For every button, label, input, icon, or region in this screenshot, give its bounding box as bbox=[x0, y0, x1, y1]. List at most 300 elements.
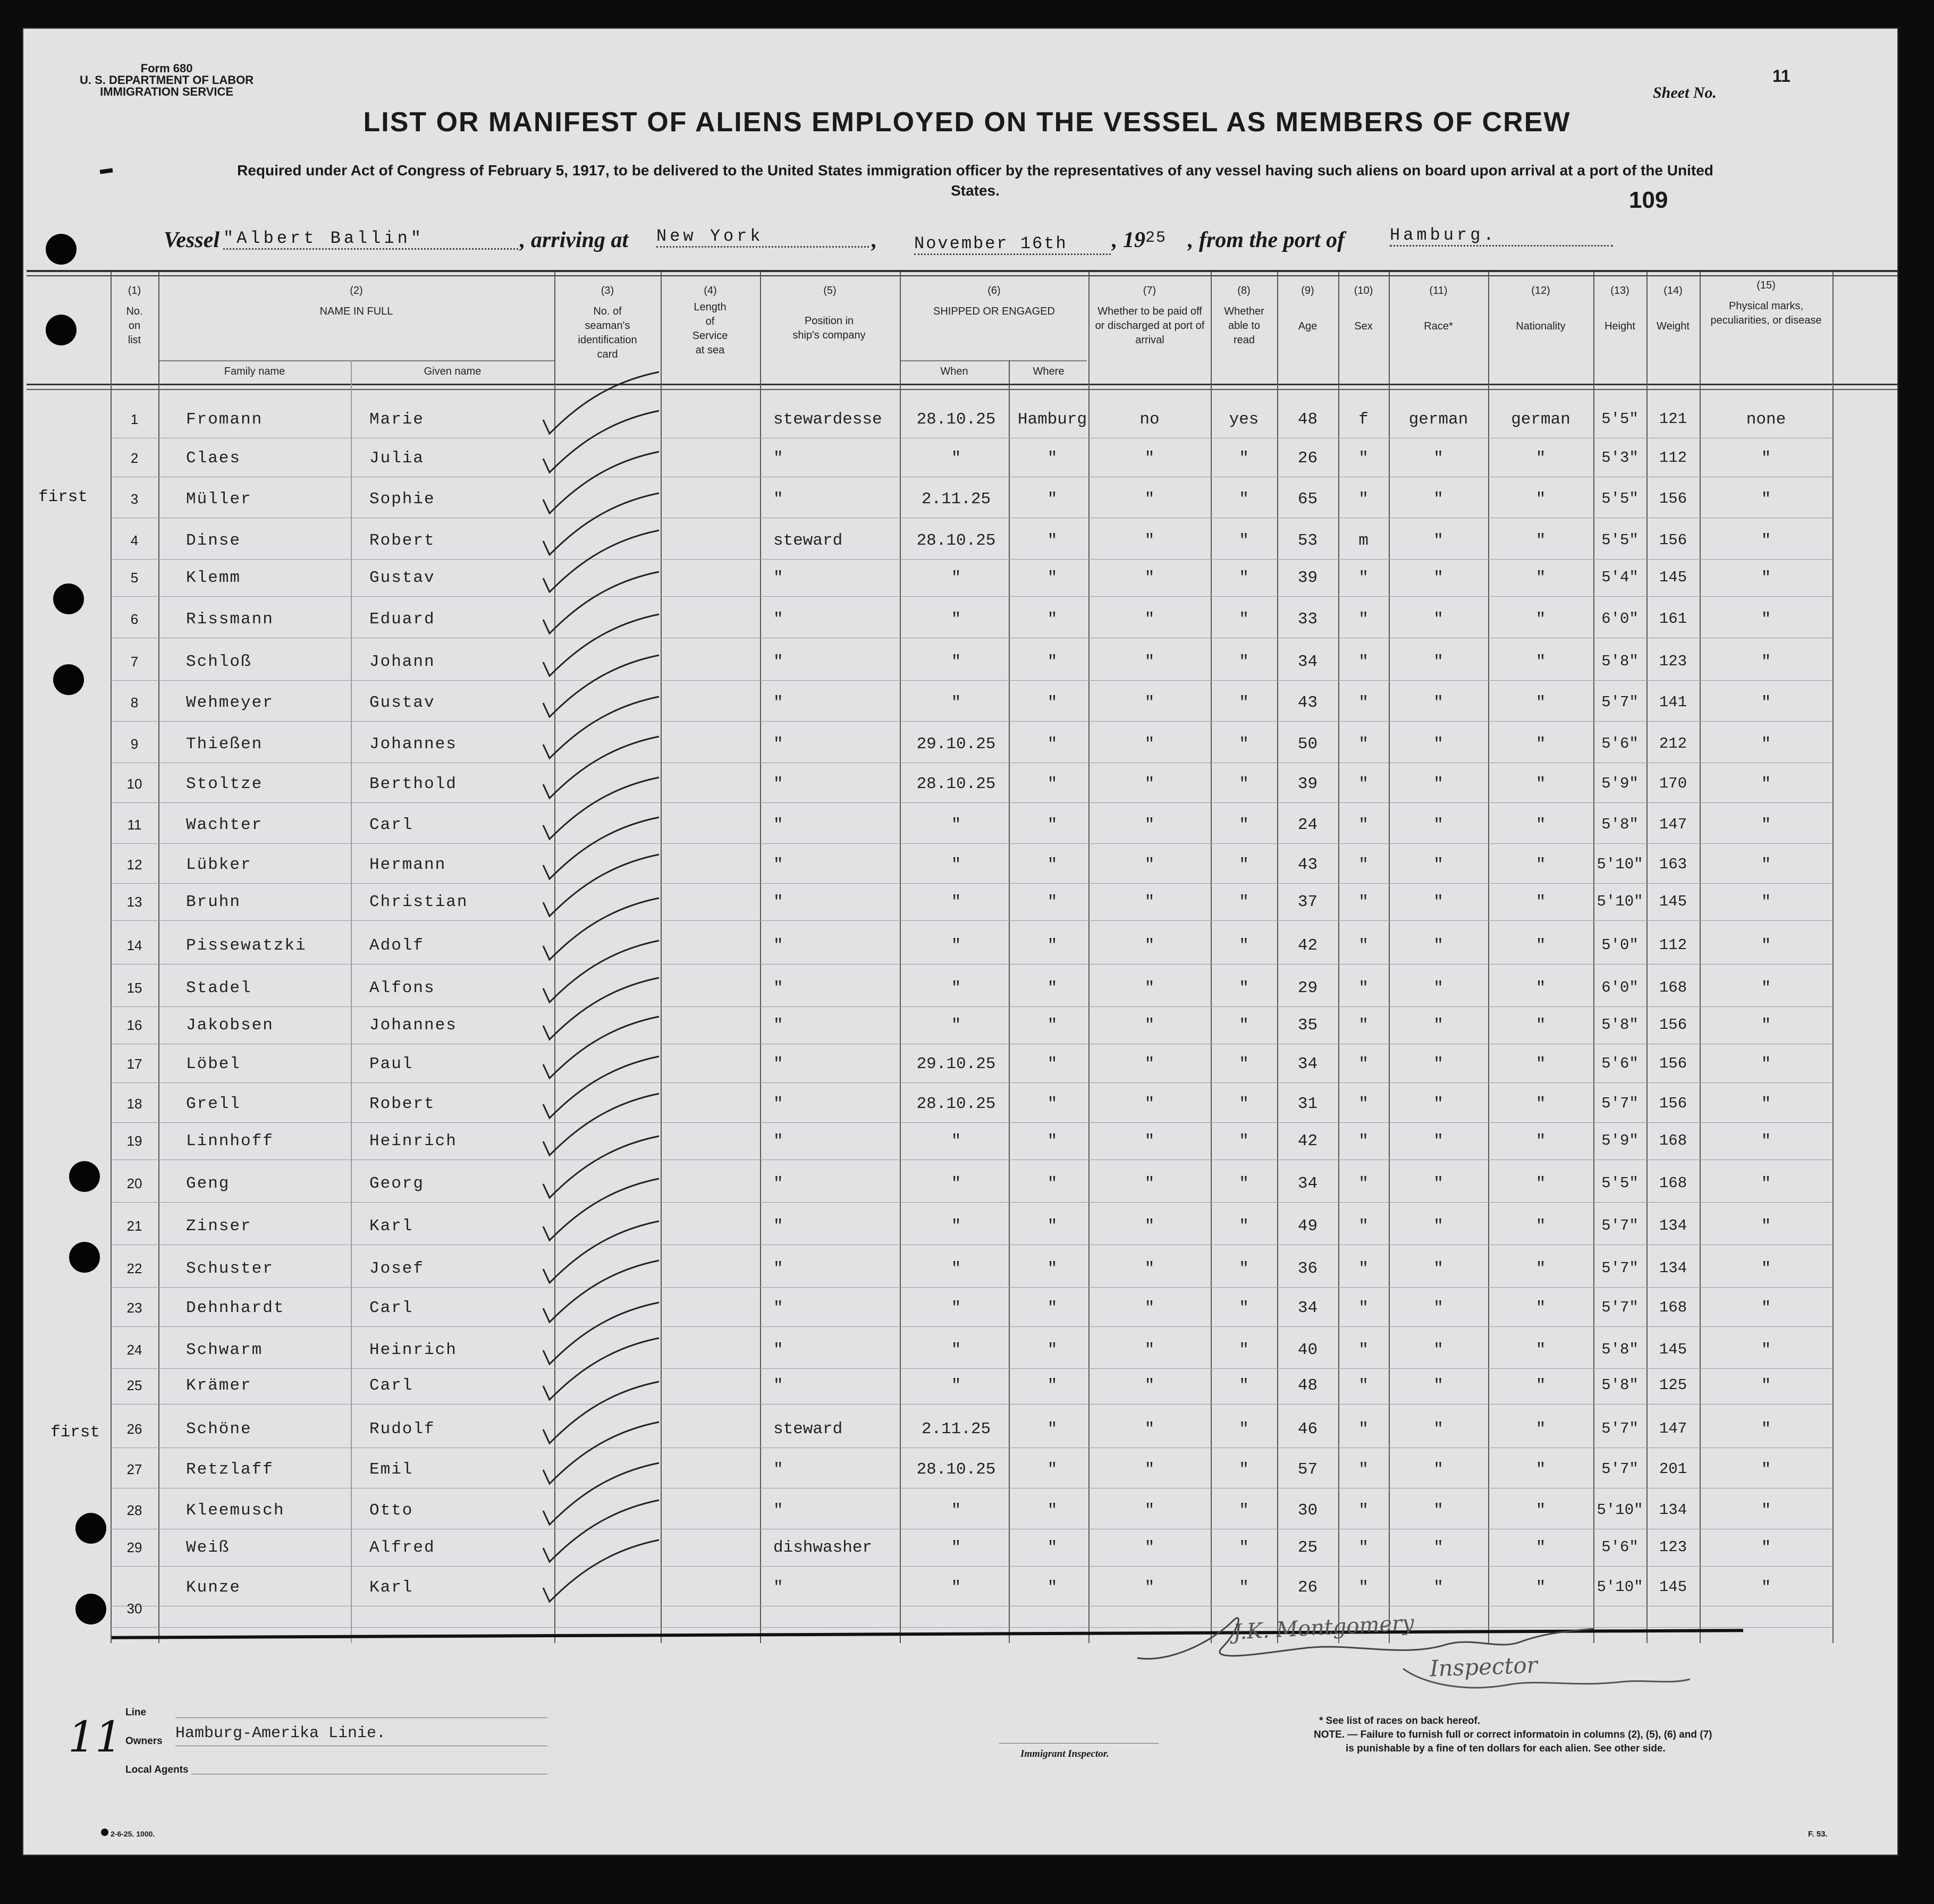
race-cell: " bbox=[1433, 1016, 1443, 1035]
header-given-name: Given name bbox=[424, 366, 482, 377]
nationality-cell: " bbox=[1535, 893, 1546, 911]
race-cell: " bbox=[1433, 610, 1443, 629]
shipped-where-cell: " bbox=[1047, 1259, 1058, 1278]
row-number: 20 bbox=[126, 1175, 142, 1191]
family-name-cell: Schloß bbox=[186, 653, 252, 671]
shipped-when-cell: " bbox=[951, 936, 961, 955]
nationality-cell: " bbox=[1535, 1095, 1546, 1113]
height-cell: 5'5" bbox=[1601, 531, 1639, 549]
position-cell: " bbox=[773, 1259, 783, 1278]
sex-cell: " bbox=[1358, 1420, 1369, 1438]
sheet-number: 11 bbox=[1772, 66, 1791, 86]
able-to-read-cell: " bbox=[1239, 1217, 1249, 1236]
weight-cell: 163 bbox=[1659, 856, 1687, 873]
sex-cell: " bbox=[1358, 1299, 1369, 1317]
family-name-cell: Lübker bbox=[186, 856, 252, 874]
check-icon bbox=[543, 898, 659, 960]
sex-cell: " bbox=[1358, 1376, 1369, 1395]
signature-name: J.K. Montgomery bbox=[1232, 1611, 1415, 1645]
height-cell: 5'7" bbox=[1601, 1095, 1639, 1112]
position-cell: " bbox=[773, 1341, 783, 1359]
able-to-read-cell: " bbox=[1239, 531, 1249, 550]
header-age: (9) Age bbox=[1298, 285, 1318, 332]
row-number: 8 bbox=[130, 695, 139, 710]
shipped-when-cell: 2.11.25 bbox=[921, 1420, 991, 1438]
shipped-when-cell: " bbox=[951, 1538, 961, 1557]
shipped-where-cell: " bbox=[1047, 893, 1058, 911]
weight-cell: 212 bbox=[1659, 735, 1687, 752]
vessel-name: "Albert Ballin" bbox=[223, 229, 518, 250]
age-cell: 50 bbox=[1297, 735, 1318, 754]
position-cell: steward bbox=[773, 1420, 843, 1438]
weight-cell: 145 bbox=[1659, 569, 1687, 586]
family-name-cell: Schuster bbox=[186, 1259, 274, 1278]
sex-cell: " bbox=[1358, 610, 1369, 629]
shipped-when-cell: " bbox=[951, 979, 961, 997]
row-number: 17 bbox=[126, 1056, 142, 1072]
arriving-label: , arriving at bbox=[520, 228, 629, 252]
margin-note-first: first bbox=[38, 488, 88, 506]
given-name-cell: Marie bbox=[369, 410, 425, 429]
paid-off-cell: " bbox=[1144, 816, 1155, 834]
row-number: 27 bbox=[126, 1461, 142, 1477]
department-name: U. S. DEPARTMENT OF LABOR bbox=[80, 73, 254, 87]
height-cell: 5'10" bbox=[1597, 1501, 1643, 1519]
height-cell: 5'4" bbox=[1601, 569, 1639, 586]
position-cell: " bbox=[773, 653, 783, 671]
physical-marks-cell: " bbox=[1761, 1016, 1771, 1035]
height-cell: 5'8" bbox=[1601, 1341, 1639, 1358]
position-cell: " bbox=[773, 693, 783, 712]
physical-marks-cell: " bbox=[1761, 735, 1771, 754]
shipped-when-cell: " bbox=[951, 1259, 961, 1278]
height-cell: 5'6" bbox=[1601, 1538, 1639, 1556]
able-to-read-cell: " bbox=[1239, 735, 1249, 754]
age-cell: 34 bbox=[1297, 1299, 1318, 1317]
check-icon bbox=[543, 372, 659, 434]
inspector-signature bbox=[1127, 1600, 1711, 1706]
header-weight: (14) Weight bbox=[1657, 285, 1690, 332]
height-cell: 5'7" bbox=[1601, 1460, 1639, 1478]
header-sex: (10) Sex bbox=[1354, 285, 1373, 332]
row-number: 6 bbox=[130, 611, 139, 627]
inspector-underline bbox=[999, 1743, 1159, 1744]
race-cell: " bbox=[1433, 569, 1443, 587]
owners-value: Hamburg-Amerika Linie. bbox=[175, 1724, 386, 1742]
paid-off-cell: " bbox=[1144, 893, 1155, 911]
position-cell: " bbox=[773, 1376, 783, 1395]
height-cell: 5'6" bbox=[1601, 1055, 1639, 1072]
race-cell: " bbox=[1433, 856, 1443, 874]
race-cell: " bbox=[1433, 1420, 1443, 1438]
height-cell: 5'7" bbox=[1601, 1420, 1639, 1437]
sex-cell: " bbox=[1358, 936, 1369, 955]
position-cell: stewardesse bbox=[773, 410, 882, 429]
weight-cell: 145 bbox=[1659, 893, 1687, 910]
row-number: 18 bbox=[126, 1096, 142, 1112]
nationality-cell: " bbox=[1535, 1420, 1546, 1438]
family-name-cell: Müller bbox=[186, 490, 252, 509]
row-number: 22 bbox=[126, 1260, 142, 1276]
able-to-read-cell: " bbox=[1239, 1132, 1249, 1150]
given-name-cell: Berthold bbox=[369, 775, 457, 793]
year-label: , $19^{25}$ bbox=[1112, 228, 1167, 252]
row-number: 30 bbox=[126, 1601, 142, 1617]
header-height: (13) Height bbox=[1604, 285, 1635, 332]
able-to-read-cell: " bbox=[1239, 816, 1249, 834]
able-to-read-cell: " bbox=[1239, 490, 1249, 509]
physical-marks-cell: " bbox=[1761, 1501, 1771, 1520]
row-number: 12 bbox=[126, 857, 142, 873]
able-to-read-cell: " bbox=[1239, 979, 1249, 997]
row-number: 7 bbox=[130, 654, 139, 670]
shipped-where-cell: " bbox=[1047, 816, 1058, 834]
family-name-cell: Wehmeyer bbox=[186, 693, 274, 712]
age-cell: 53 bbox=[1297, 531, 1318, 550]
race-cell: " bbox=[1433, 693, 1443, 712]
check-icon bbox=[543, 1540, 659, 1602]
header-no-on-list: (1) No. on list bbox=[126, 285, 143, 346]
sex-cell: m bbox=[1358, 531, 1369, 550]
race-cell: " bbox=[1433, 490, 1443, 509]
sex-cell: " bbox=[1358, 1501, 1369, 1520]
shipped-when-cell: 28.10.25 bbox=[916, 775, 996, 793]
shipped-where-cell: " bbox=[1047, 1016, 1058, 1035]
paid-off-cell: " bbox=[1144, 979, 1155, 997]
age-cell: 48 bbox=[1297, 410, 1318, 429]
age-cell: 42 bbox=[1297, 936, 1318, 955]
requirement-text: Required under Act of Congress of February 5, 1917, to be delivered to the United States immigration officer by the representatives of any vessel having such aliens on board upon arrival at a port of the United States. bbox=[237, 162, 1713, 199]
height-cell: 5'9" bbox=[1601, 775, 1639, 792]
paid-off-cell: " bbox=[1144, 449, 1155, 468]
position-cell: " bbox=[773, 1174, 783, 1193]
able-to-read-cell: " bbox=[1239, 775, 1249, 793]
penalty-note-1: NOTE. — Failure to furnish full or correct informatoin in columns (2), (5), (6) and (7) bbox=[1314, 1729, 1712, 1740]
year-prefix: 19 bbox=[1123, 228, 1145, 252]
row-number: 11 bbox=[127, 817, 142, 833]
sex-cell: " bbox=[1358, 1578, 1369, 1597]
race-cell: " bbox=[1433, 1055, 1443, 1073]
age-cell: 49 bbox=[1297, 1217, 1318, 1236]
row-number: 13 bbox=[126, 894, 142, 910]
age-cell: 57 bbox=[1297, 1460, 1318, 1479]
race-cell: " bbox=[1433, 1578, 1443, 1597]
position-cell: dishwasher bbox=[773, 1538, 873, 1557]
nationality-cell: " bbox=[1535, 653, 1546, 671]
nationality-cell: " bbox=[1535, 775, 1546, 793]
paid-off-cell: " bbox=[1144, 693, 1155, 712]
position-cell: " bbox=[773, 1299, 783, 1317]
sex-cell: " bbox=[1358, 1174, 1369, 1193]
able-to-read-cell: " bbox=[1239, 1174, 1249, 1193]
weight-cell: 168 bbox=[1659, 979, 1687, 996]
position-cell: " bbox=[773, 1578, 783, 1597]
nationality-cell: " bbox=[1535, 1501, 1546, 1520]
from-port: Hamburg. bbox=[1390, 225, 1613, 247]
margin-note-first: first bbox=[50, 1423, 100, 1442]
height-cell: 6'0" bbox=[1601, 979, 1639, 996]
row-number: 19 bbox=[126, 1133, 142, 1149]
nationality-cell: " bbox=[1535, 816, 1546, 834]
race-cell: " bbox=[1433, 1132, 1443, 1150]
weight-cell: 141 bbox=[1659, 693, 1687, 711]
given-name-cell: Heinrich bbox=[369, 1341, 457, 1359]
height-cell: 5'5" bbox=[1601, 410, 1639, 428]
able-to-read-cell: " bbox=[1239, 1376, 1249, 1395]
shipped-where-cell: " bbox=[1047, 693, 1058, 712]
given-name-cell: Carl bbox=[369, 1299, 413, 1317]
physical-marks-cell: " bbox=[1761, 1259, 1771, 1278]
race-cell: " bbox=[1433, 1538, 1443, 1557]
weight-cell: 134 bbox=[1659, 1501, 1687, 1519]
paid-off-cell: " bbox=[1144, 735, 1155, 754]
nationality-cell: " bbox=[1535, 531, 1546, 550]
able-to-read-cell: " bbox=[1239, 1016, 1249, 1035]
race-cell: " bbox=[1433, 1299, 1443, 1317]
nationality-cell: " bbox=[1535, 1460, 1546, 1479]
position-cell: steward bbox=[773, 531, 843, 550]
row-number: 9 bbox=[130, 736, 139, 752]
given-name-cell: Johann bbox=[369, 653, 435, 671]
height-cell: 5'3" bbox=[1601, 449, 1639, 467]
shipped-where-cell: " bbox=[1047, 1578, 1058, 1597]
age-cell: 25 bbox=[1297, 1538, 1318, 1557]
physical-marks-cell: " bbox=[1761, 1217, 1771, 1236]
physical-marks-cell: " bbox=[1761, 569, 1771, 587]
document-title: LIST OR MANIFEST OF ALIENS EMPLOYED ON THE VESSEL AS MEMBERS OF CREW bbox=[363, 107, 1571, 138]
given-name-cell: Robert bbox=[369, 1095, 435, 1113]
age-cell: 35 bbox=[1297, 1016, 1318, 1035]
header-where: Where bbox=[1033, 366, 1065, 377]
physical-marks-cell: " bbox=[1761, 653, 1771, 671]
row-number: 26 bbox=[126, 1421, 142, 1437]
able-to-read-cell: " bbox=[1239, 569, 1249, 587]
weight-cell: 201 bbox=[1659, 1460, 1687, 1478]
family-name-cell: Löbel bbox=[186, 1055, 241, 1073]
age-cell: 48 bbox=[1297, 1376, 1318, 1395]
weight-cell: 168 bbox=[1659, 1174, 1687, 1192]
form-number: Form 680 bbox=[140, 62, 193, 75]
row-number: 24 bbox=[126, 1342, 142, 1358]
weight-cell: 156 bbox=[1659, 531, 1687, 549]
able-to-read-cell: " bbox=[1239, 1259, 1249, 1278]
shipped-when-cell: 2.11.25 bbox=[921, 490, 991, 509]
signature-title: Inspector bbox=[1429, 1652, 1538, 1682]
family-name-cell: Pissewatzki bbox=[186, 936, 307, 955]
check-icon bbox=[543, 1094, 659, 1155]
from-port-label: , from the port of bbox=[1188, 228, 1345, 252]
race-cell: " bbox=[1433, 1376, 1443, 1395]
family-name-cell: Grell bbox=[186, 1095, 241, 1113]
able-to-read-cell: " bbox=[1239, 653, 1249, 671]
physical-marks-cell: " bbox=[1761, 449, 1771, 468]
given-name-cell: Josef bbox=[369, 1259, 425, 1278]
given-name-cell: Carl bbox=[369, 1376, 413, 1395]
family-name-cell: Schöne bbox=[186, 1420, 252, 1438]
family-name-cell: Dinse bbox=[186, 531, 241, 550]
sex-cell: " bbox=[1358, 1132, 1369, 1150]
line-label: Line bbox=[125, 1707, 147, 1718]
check-icon bbox=[543, 411, 659, 472]
race-cell: " bbox=[1433, 653, 1443, 671]
given-name-cell: Johannes bbox=[369, 735, 457, 754]
able-to-read-cell: " bbox=[1239, 1460, 1249, 1479]
paid-off-cell: " bbox=[1144, 653, 1155, 671]
paid-off-cell: " bbox=[1144, 1132, 1155, 1150]
physical-marks-cell: " bbox=[1761, 979, 1771, 997]
position-cell: " bbox=[773, 1016, 783, 1035]
shipped-where-cell: " bbox=[1047, 449, 1058, 468]
print-bullet-icon bbox=[101, 1829, 108, 1836]
header-family-name: Family name bbox=[224, 366, 285, 377]
given-name-cell: Adolf bbox=[369, 936, 425, 955]
physical-marks-cell: none bbox=[1746, 410, 1786, 429]
age-cell: 39 bbox=[1297, 569, 1318, 587]
height-cell: 5'5" bbox=[1601, 1174, 1639, 1192]
height-cell: 5'10" bbox=[1597, 893, 1643, 910]
age-cell: 46 bbox=[1297, 1420, 1318, 1438]
family-name-cell: Zinser bbox=[186, 1217, 252, 1236]
height-cell: 5'5" bbox=[1601, 490, 1639, 507]
weight-cell: 156 bbox=[1659, 490, 1687, 507]
row-number: 1 bbox=[130, 411, 139, 427]
paid-off-cell: " bbox=[1144, 936, 1155, 955]
position-cell: " bbox=[773, 1460, 783, 1479]
shipped-when-cell: " bbox=[951, 816, 961, 834]
given-name-cell: Emil bbox=[369, 1460, 413, 1479]
height-cell: 6'0" bbox=[1601, 610, 1639, 628]
family-name-cell: Claes bbox=[186, 449, 241, 468]
nationality-cell: " bbox=[1535, 735, 1546, 754]
height-cell: 5'10" bbox=[1597, 1578, 1643, 1596]
physical-marks-cell: " bbox=[1761, 1538, 1771, 1557]
paid-off-cell: " bbox=[1144, 1341, 1155, 1359]
age-cell: 26 bbox=[1297, 1578, 1318, 1597]
shipped-when-cell: " bbox=[951, 1299, 961, 1317]
able-to-read-cell: " bbox=[1239, 693, 1249, 712]
shipped-when-cell: 29.10.25 bbox=[916, 1055, 996, 1073]
nationality-cell: " bbox=[1535, 1538, 1546, 1557]
shipped-when-cell: " bbox=[951, 1217, 961, 1236]
able-to-read-cell: " bbox=[1239, 1578, 1249, 1597]
position-cell: " bbox=[773, 1095, 783, 1113]
given-name-cell: Heinrich bbox=[369, 1132, 457, 1150]
check-icon bbox=[543, 978, 659, 1039]
paid-off-cell: " bbox=[1144, 531, 1155, 550]
position-cell: " bbox=[773, 936, 783, 955]
shipped-when-cell: 28.10.25 bbox=[916, 410, 996, 429]
age-cell: 34 bbox=[1297, 1055, 1318, 1073]
weight-cell: 112 bbox=[1659, 936, 1687, 954]
height-cell: 5'8" bbox=[1601, 816, 1639, 833]
physical-marks-cell: " bbox=[1761, 610, 1771, 629]
shipped-when-cell: " bbox=[951, 610, 961, 629]
shipped-where-cell: " bbox=[1047, 1095, 1058, 1113]
shipped-where-cell: " bbox=[1047, 735, 1058, 754]
age-cell: 34 bbox=[1297, 653, 1318, 671]
weight-cell: 156 bbox=[1659, 1095, 1687, 1112]
paid-off-cell: " bbox=[1144, 1501, 1155, 1520]
year-suffix: 25 bbox=[1145, 229, 1167, 247]
given-name-cell: Julia bbox=[369, 449, 425, 468]
row-number: 10 bbox=[126, 776, 142, 792]
sex-cell: f bbox=[1358, 410, 1369, 429]
paid-off-cell: " bbox=[1144, 1578, 1155, 1597]
paid-off-cell: " bbox=[1144, 1538, 1155, 1557]
position-cell: " bbox=[773, 775, 783, 793]
sex-cell: " bbox=[1358, 979, 1369, 997]
family-name-cell: Rissmann bbox=[186, 610, 274, 629]
position-cell: " bbox=[773, 449, 783, 468]
age-cell: 30 bbox=[1297, 1501, 1318, 1520]
paid-off-cell: " bbox=[1144, 490, 1155, 509]
shipped-where-cell: " bbox=[1047, 1501, 1058, 1520]
vessel-label: Vessel bbox=[164, 228, 219, 252]
age-cell: 65 bbox=[1297, 490, 1318, 509]
given-name-cell: Rudolf bbox=[369, 1420, 435, 1438]
shipped-where-cell: " bbox=[1047, 936, 1058, 955]
position-cell: " bbox=[773, 610, 783, 629]
able-to-read-cell: " bbox=[1239, 1501, 1249, 1520]
shipped-where-cell: " bbox=[1047, 1299, 1058, 1317]
family-name-cell: Fromann bbox=[186, 410, 263, 429]
check-icon bbox=[543, 1422, 659, 1484]
physical-marks-cell: " bbox=[1761, 1174, 1771, 1193]
shipped-when-cell: " bbox=[951, 1174, 961, 1193]
given-name-cell: Johannes bbox=[369, 1016, 457, 1035]
nationality-cell: " bbox=[1535, 1174, 1546, 1193]
age-cell: 37 bbox=[1297, 893, 1318, 911]
nationality-cell: " bbox=[1535, 693, 1546, 712]
shipped-when-cell: " bbox=[951, 1016, 961, 1035]
shipped-when-cell: 28.10.25 bbox=[916, 1460, 996, 1479]
height-cell: 5'0" bbox=[1601, 936, 1639, 954]
nationality-cell: " bbox=[1535, 610, 1546, 629]
sex-cell: " bbox=[1358, 1460, 1369, 1479]
physical-marks-cell: " bbox=[1761, 1095, 1771, 1113]
given-name-cell: Robert bbox=[369, 531, 435, 550]
age-cell: 34 bbox=[1297, 1174, 1318, 1193]
weight-cell: 145 bbox=[1659, 1578, 1687, 1596]
position-cell: " bbox=[773, 893, 783, 911]
shipped-where-cell: " bbox=[1047, 1420, 1058, 1438]
paid-off-cell: no bbox=[1139, 410, 1160, 429]
immigrant-inspector-label: Immigrant Inspector. bbox=[1020, 1748, 1109, 1759]
header-name-in-full: (2) NAME IN FULL bbox=[319, 285, 393, 317]
header-position: (5) Position in ship's company bbox=[792, 285, 866, 341]
sex-cell: " bbox=[1358, 735, 1369, 754]
able-to-read-cell: " bbox=[1239, 936, 1249, 955]
row-number: 23 bbox=[126, 1300, 142, 1316]
weight-cell: 156 bbox=[1659, 1055, 1687, 1072]
age-cell: 31 bbox=[1297, 1095, 1318, 1113]
paid-off-cell: " bbox=[1144, 775, 1155, 793]
comma: , bbox=[872, 228, 877, 252]
sex-cell: " bbox=[1358, 816, 1369, 834]
family-name-cell: Jakobsen bbox=[186, 1016, 274, 1035]
race-cell: " bbox=[1433, 816, 1443, 834]
paid-off-cell: " bbox=[1144, 1376, 1155, 1395]
shipped-where-cell: " bbox=[1047, 1341, 1058, 1359]
family-name-cell: Schwarm bbox=[186, 1341, 263, 1359]
shipped-when-cell: " bbox=[951, 893, 961, 911]
given-name-cell: Karl bbox=[369, 1578, 413, 1597]
family-name-cell: Thießen bbox=[186, 735, 263, 754]
family-name-cell: Weiß bbox=[186, 1538, 230, 1557]
family-name-cell: Bruhn bbox=[186, 893, 241, 911]
arrival-port: New York bbox=[656, 226, 869, 248]
sex-cell: " bbox=[1358, 856, 1369, 874]
